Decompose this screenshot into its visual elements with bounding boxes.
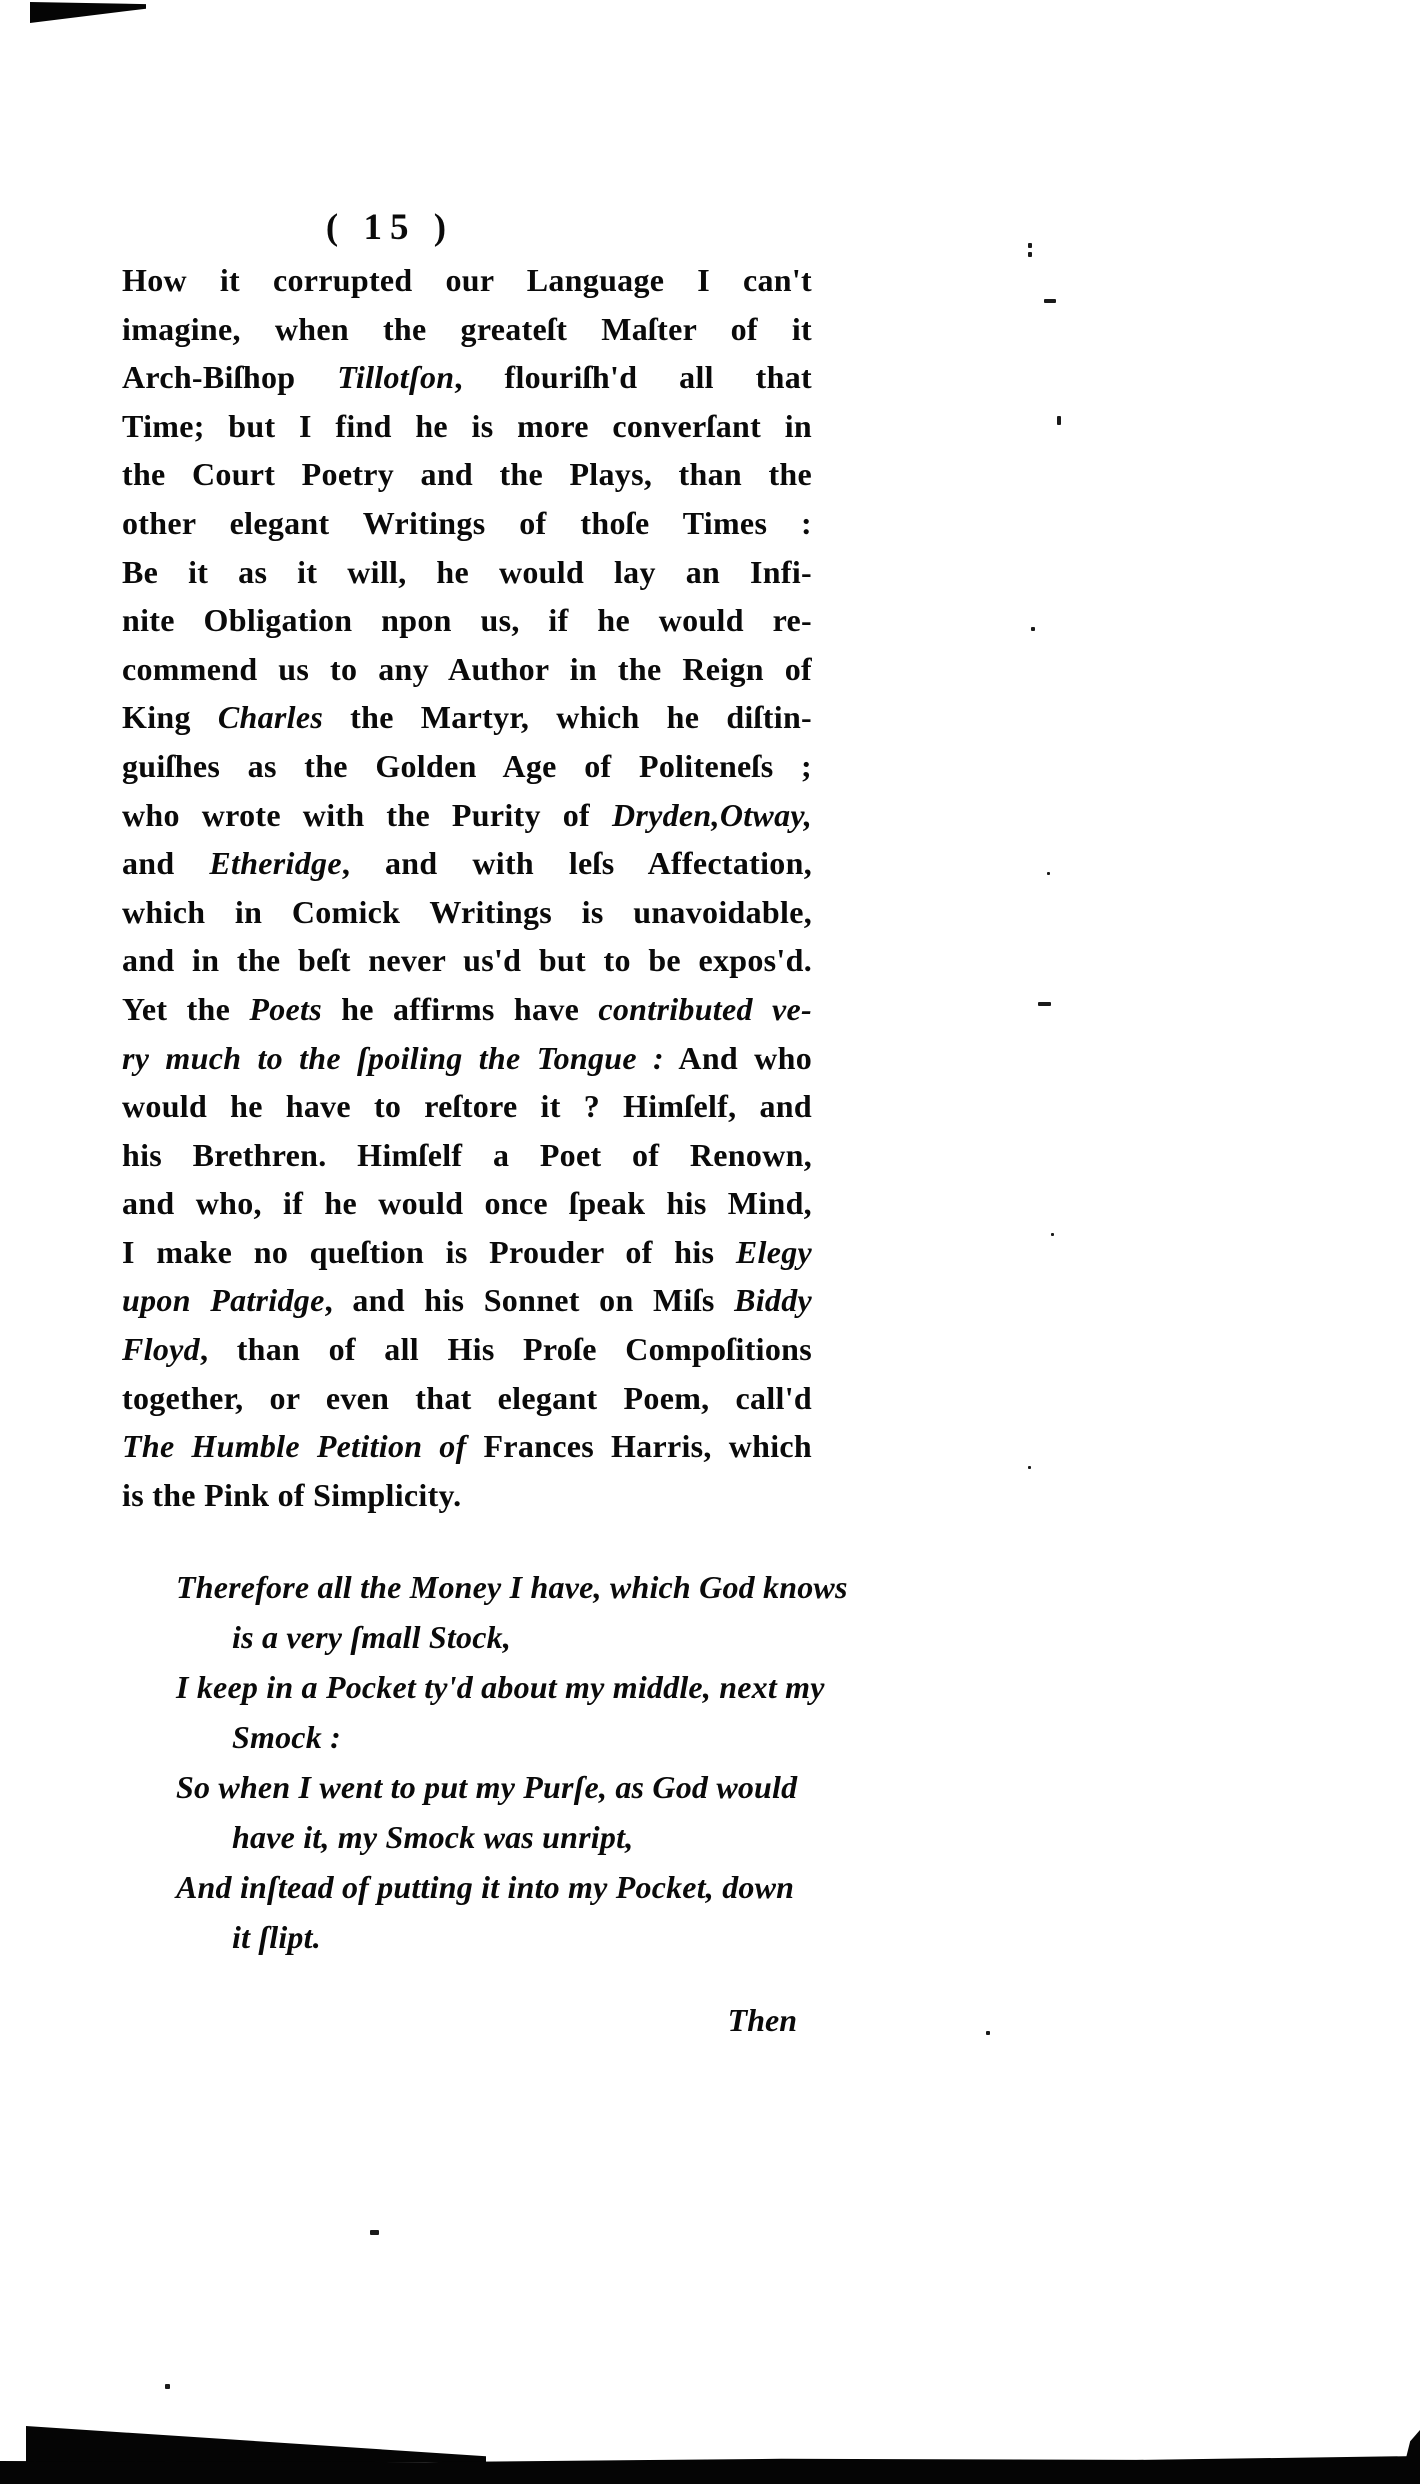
prose-paragraph [122, 256, 812, 1519]
poem-line: it ſlipt. [232, 1919, 321, 1955]
prose-line: would he have to reſtore it ? Himſelf, and [122, 1088, 812, 1125]
scan-speck [1047, 872, 1050, 875]
poem-line: is a very ſmall Stock, [232, 1619, 512, 1655]
prose-line: is the Pink of Simplicity. [122, 1476, 462, 1513]
scan-speck [986, 2031, 990, 2035]
page-number: ( 15 ) [325, 207, 455, 248]
scan-speck [1051, 1233, 1054, 1236]
prose-line: which in Comick Writings is unavoidable, [122, 893, 812, 930]
prose-line: imagine, when the greateſt Maſter of it [122, 310, 812, 347]
prose-line: guiſhes as the Golden Age of Politeneſs ; [122, 747, 812, 784]
prose-line: Arch-Biſhop Tillotſon, flouriſh'd all that [122, 359, 812, 396]
prose-line: Floyd, than of all His Proſe Compoſitions [122, 1331, 812, 1368]
scan-speck [1028, 252, 1032, 257]
prose-line: commend us to any Author in the Reign of [122, 650, 812, 687]
scan-speck [1028, 1466, 1031, 1469]
scan-speck [1044, 299, 1056, 303]
poem-line: Smock : [232, 1719, 341, 1755]
scan-bottom-wedge [26, 2426, 486, 2462]
prose-line: nite Obligation npon us, if he would re- [122, 602, 812, 639]
poem-line: So when I went to put my Purſe, as God would [176, 1769, 798, 1805]
scan-edge-mark [1406, 2430, 1420, 2458]
prose-line: and in the beſt never us'd but to be expos'd. [122, 942, 812, 979]
prose-line: other elegant Writings of thoſe Times : [122, 504, 812, 541]
prose-line: King Charles the Martyr, which he diſtin- [122, 699, 812, 736]
prose-line: Yet the Poets he affirms have contributed ve- [122, 990, 812, 1027]
prose-line: Be it as it will, he would lay an Infi- [122, 553, 812, 590]
prose-line: The Humble Petition of Frances Harris, which [122, 1428, 812, 1465]
prose-line: I make no queſtion is Prouder of his Elegy [122, 1233, 812, 1270]
poem-quotation [176, 1562, 856, 1962]
prose-line: upon Patridge, and his Sonnet on Miſs Biddy [122, 1282, 812, 1319]
scan-speck [165, 2384, 170, 2389]
prose-line: ry much to the ſpoiling the Tongue : And who [122, 1039, 812, 1076]
poem-line: have it, my Smock was unript, [232, 1819, 634, 1855]
scan-speck [1028, 243, 1032, 248]
poem-line: I keep in a Pocket ty'd about my middle, next my [176, 1669, 825, 1705]
scan-speck [1031, 627, 1035, 631]
prose-line: and Etheridge, and with leſs Affectation, [122, 845, 812, 882]
prose-line: and who, if he would once ſpeak his Mind, [122, 1185, 812, 1222]
scan-speck [1057, 416, 1061, 425]
prose-line: Time; but I find he is more converſant in [122, 407, 812, 444]
prose-line: How it corrupted our Language I can't [122, 262, 812, 298]
prose-line: the Court Poetry and the Plays, than the [122, 456, 812, 493]
scan-speck [370, 2230, 379, 2235]
scan-corner-mark [30, 2, 146, 23]
catchword: Then [727, 2002, 797, 2038]
prose-line: who wrote with the Purity of Dryden,Otway, [122, 796, 812, 833]
prose-line: his Brethren. Himſelf a Poet of Renown, [122, 1136, 812, 1173]
scan-speck [1038, 1002, 1051, 1006]
poem-line: And inſtead of putting it into my Pocket, down [176, 1869, 795, 1905]
prose-line: together, or even that elegant Poem, call'd [122, 1379, 812, 1416]
poem-line: Therefore all the Money I have, which God knows [176, 1569, 848, 1605]
